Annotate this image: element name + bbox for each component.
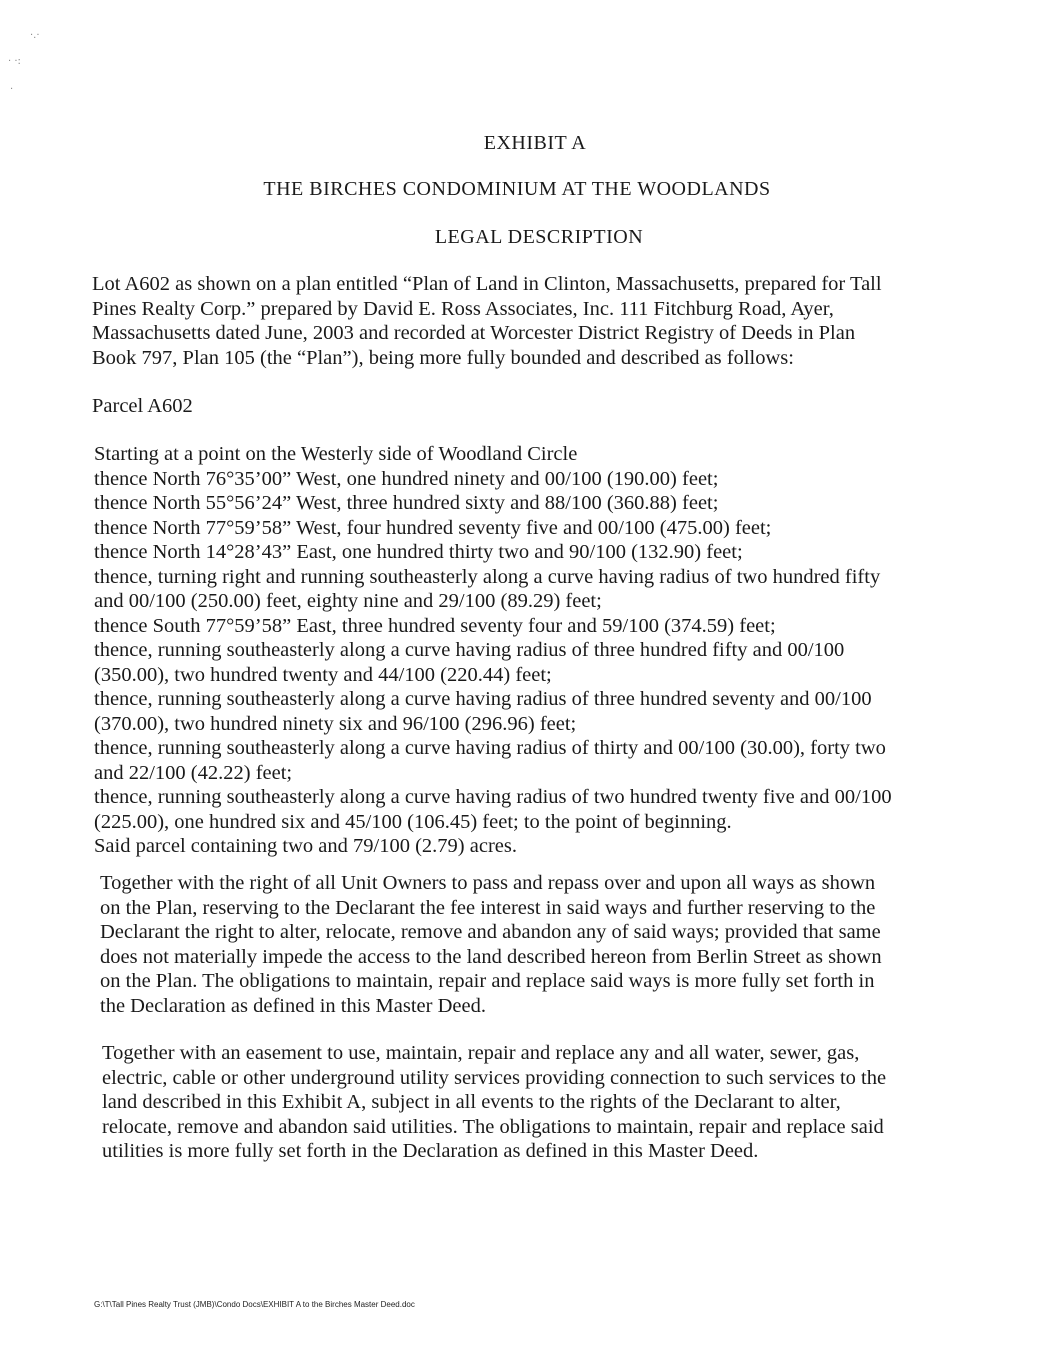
- paragraph-line: electric, cable or other underground utility services providing connection to such services to the: [102, 1066, 887, 1089]
- metes-line: thence North 14°28’43” East, one hundred thirty two and 90/100 (132.90) feet;: [94, 541, 743, 563]
- paragraph-line: relocate, remove and abandon said utilities. The obligations to maintain, repair and replace said: [102, 1115, 884, 1138]
- section-title: LEGAL DESCRIPTION: [434, 226, 644, 248]
- metes-line: thence North 77°59’58” West, four hundred seventy five and 00/100 (475.00) feet;: [94, 516, 772, 539]
- metes-line: thence, running southeasterly along a curve having radius of three hundred fifty and 00/100: [94, 639, 845, 661]
- paragraph-line: the Declaration as defined in this Master Deed.: [100, 994, 486, 1017]
- metes-line: thence, running southeasterly along a curve having radius of three hundred seventy and 00/100: [94, 688, 872, 710]
- metes-line: and 00/100 (250.00) feet, eighty nine and 29/100 (89.29) feet;: [94, 590, 602, 612]
- metes-line: (370.00), two hundred ninety six and 96/100 (296.96) feet;: [94, 712, 577, 735]
- intro-paragraph: [92, 272, 932, 370]
- ways-paragraph: [100, 871, 920, 1018]
- intro-line: Book 797, Plan 105 (the “Plan”), being more fully bounded and described as follows:: [92, 346, 794, 369]
- intro-line: Lot A602 as shown on a plan entitled “Plan of Land in Clinton, Massachusetts, prepared for Tall: [92, 273, 882, 295]
- scan-speck: · ·:: [8, 56, 21, 67]
- paragraph-line: land described in this Exhibit A, subject in all events to the rights of the Declarant to alter,: [102, 1091, 841, 1113]
- paragraph-line: Together with the right of all Unit Owners to pass and repass over and upon all ways as shown: [100, 872, 876, 894]
- exhibit-title: EXHIBIT A: [483, 132, 587, 154]
- paragraph-line: does not materially impede the access to the land described hereon from Berlin Street as shown: [100, 945, 882, 968]
- paragraph-line: Together with an easement to use, maintain, repair and replace any and all water, sewer, gas,: [102, 1042, 860, 1064]
- metes-line: thence North 76°35’00” West, one hundred ninety and 00/100 (190.00) feet;: [94, 467, 719, 490]
- paragraph-line: utilities is more fully set forth in the Declaration as defined in this Master Deed.: [102, 1140, 759, 1162]
- condominium-title: THE BIRCHES CONDOMINIUM AT THE WOODLANDS: [263, 178, 771, 200]
- intro-line: Massachusetts dated June, 2003 and recorded at Worcester District Registry of Deeds in Plan: [92, 322, 856, 344]
- metes-line: Said parcel containing two and 79/100 (2.79) acres.: [94, 835, 517, 857]
- metes-line: and 22/100 (42.22) feet;: [94, 761, 293, 784]
- metes-line: thence, running southeasterly along a curve having radius of two hundred twenty five and 00/100: [94, 786, 892, 808]
- metes-line: thence, running southeasterly along a curve having radius of thirty and 00/100 (30.00), forty two: [94, 737, 886, 759]
- parcel-label: Parcel A602: [92, 395, 193, 417]
- scan-speck: ·: [10, 84, 14, 95]
- scan-speck: ·.·: [30, 30, 40, 41]
- intro-line: Pines Realty Corp.” prepared by David E. Ross Associates, Inc. 111 Fitchburg Road, Ayer,: [92, 297, 834, 320]
- metes-and-bounds: [94, 442, 934, 859]
- footer-file-path: G:\T\Tall Pines Realty Trust (JMB)\Condo Docs\EXHIBIT A to the Birches Master Deed.doc: [94, 1300, 415, 1309]
- paragraph-line: on the Plan. The obligations to maintain, repair and replace said ways is more fully set forth in: [100, 970, 875, 992]
- paragraph-line: on the Plan, reserving to the Declarant the fee interest in said ways and further reserving to the: [100, 896, 876, 919]
- paragraph-line: Declarant the right to alter, relocate, remove and abandon any of said ways; provided that same: [100, 921, 881, 943]
- metes-line: Starting at a point on the Westerly side of Woodland Circle: [94, 443, 578, 465]
- metes-line: thence North 55°56’24” West, three hundred sixty and 88/100 (360.88) feet;: [94, 492, 719, 514]
- metes-line: thence South 77°59’58” East, three hundred seventy four and 59/100 (374.59) feet;: [94, 614, 776, 637]
- metes-line: (350.00), two hundred twenty and 44/100 (220.44) feet;: [94, 663, 552, 686]
- utilities-paragraph: [102, 1041, 922, 1164]
- metes-line: (225.00), one hundred six and 45/100 (106.45) feet; to the point of beginning.: [94, 810, 732, 833]
- metes-line: thence, turning right and running southeasterly along a curve having radius of two hundred fifty: [94, 565, 881, 588]
